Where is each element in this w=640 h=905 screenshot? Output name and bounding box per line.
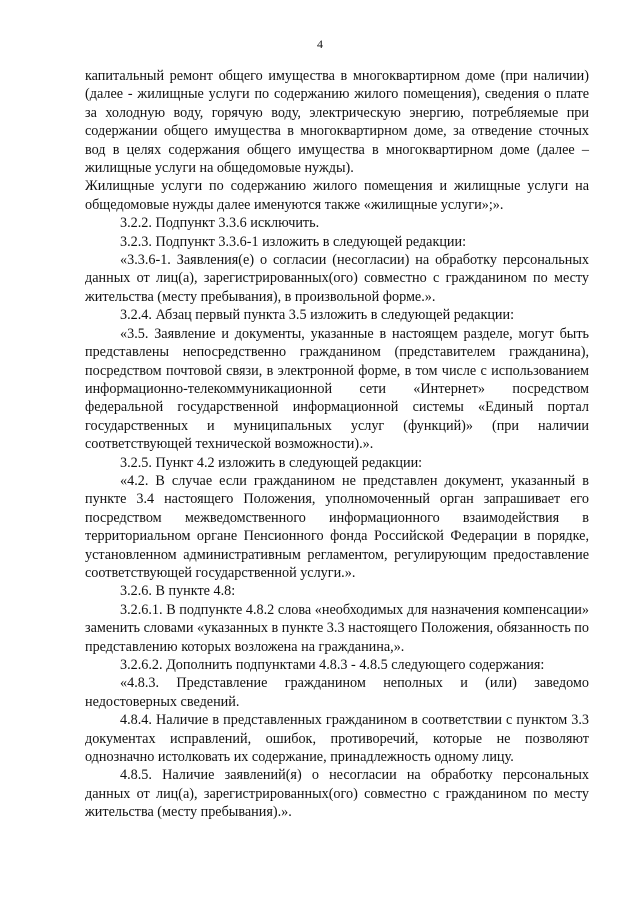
paragraph-3-2-3: 3.2.3. Подпункт 3.3.6-1 изложить в следующей редакции: (120, 233, 467, 250)
paragraph-3-2-6: 3.2.6. В пункте 4.8: (120, 583, 236, 600)
paragraph-3-2-4: 3.2.4. Абзац первый пункта 3.5 изложить в следующей редакции: (120, 307, 515, 324)
paragraph-4-2: «4.2. В случае если гражданином не представлен документ, указанный в пункте 3.4 настоящего Положения, уполномоченный орган запрашивает его посредством межведомственного информационного взаимодействия в территориальном органе Пенсионного фонда Российской Федерации в порядке, установленном административным регламентом, регулирующим предоставление соответствующей государственной услуги.». (85, 472, 589, 581)
paragraph-4-8-3: «4.8.3. Представление гражданином неполных и (или) заведомо недостоверных сведений. (85, 675, 589, 710)
paragraph-3-3-6-1: «3.3.6-1. Заявления(е) о согласии (несогласии) на обработку персональных данных от лиц(а), зарегистрированных(ого) совместно с гражданином по месту жительства (месту пребывания), в произвольной форме.». (85, 252, 589, 305)
page-number: 4 (317, 37, 323, 51)
paragraph-3-2-6-2: 3.2.6.2. Дополнить подпунктами 4.8.3 - 4.8.5 следующего содержания: (120, 657, 545, 673)
paragraph-continuation: капитальный ремонт общего имущества в многоквартирном доме (при наличии) (далее - жилищные услуги по содержанию жилого помещения), сведения о плате за холодную воду, горячую воду, электрическую энергию, потребляемые при содержании общего имущества в многоквартирном доме, за отведение сточных вод в целях содержания общего имущества в многоквартирном доме (далее – жилищные услуги на общедомовые нужды). (85, 68, 589, 177)
body-text (85, 67, 589, 822)
paragraph-3-5: «3.5. Заявление и документы, указанные в настоящем разделе, могут быть представлены непосредственно гражданином (представителем гражданина), посредством почтовой связи, в электронной форме, в том числе с использованием информационно-телекоммуникационной сети «Интернет» посредством федеральной государственной информационной системы «Единый портал государственных и муниципальных услуг (функций)» (при наличии соответствующей технической возможности).». (85, 325, 589, 453)
paragraph-3-2-5: 3.2.5. Пункт 4.2 изложить в следующей редакции: (120, 454, 423, 471)
paragraph-4-8-5: 4.8.5. Наличие заявлений(я) о несогласии на обработку персональных данных от лиц(а), зарегистрированных(ого) совместно с гражданином по месту жительства (месту пребывания).». (85, 767, 589, 821)
paragraph-4-8-4: 4.8.4. Наличие в представленных гражданином в соответствии с пунктом 3.3 документах исправлений, ошибок, противоречий, которые не позволяют однозначно истолковать их содержание, принадлежность одному лицу. (85, 712, 589, 766)
paragraph-3-2-2: 3.2.2. Подпункт 3.3.6 исключить. (120, 215, 320, 232)
paragraph-housing-services-definition: Жилищные услуги по содержанию жилого помещения и жилищные услуги на общедомовые нужды далее именуются также «жилищные услуги»;». (85, 178, 589, 213)
paragraph-3-2-6-1: 3.2.6.1. В подпункте 4.8.2 слова «необходимых для назначения компенсации» заменить словами «указанных в пункте 3.3 настоящего Положения, обязанность по представлению которых возложена на гражданина,». (85, 601, 589, 655)
